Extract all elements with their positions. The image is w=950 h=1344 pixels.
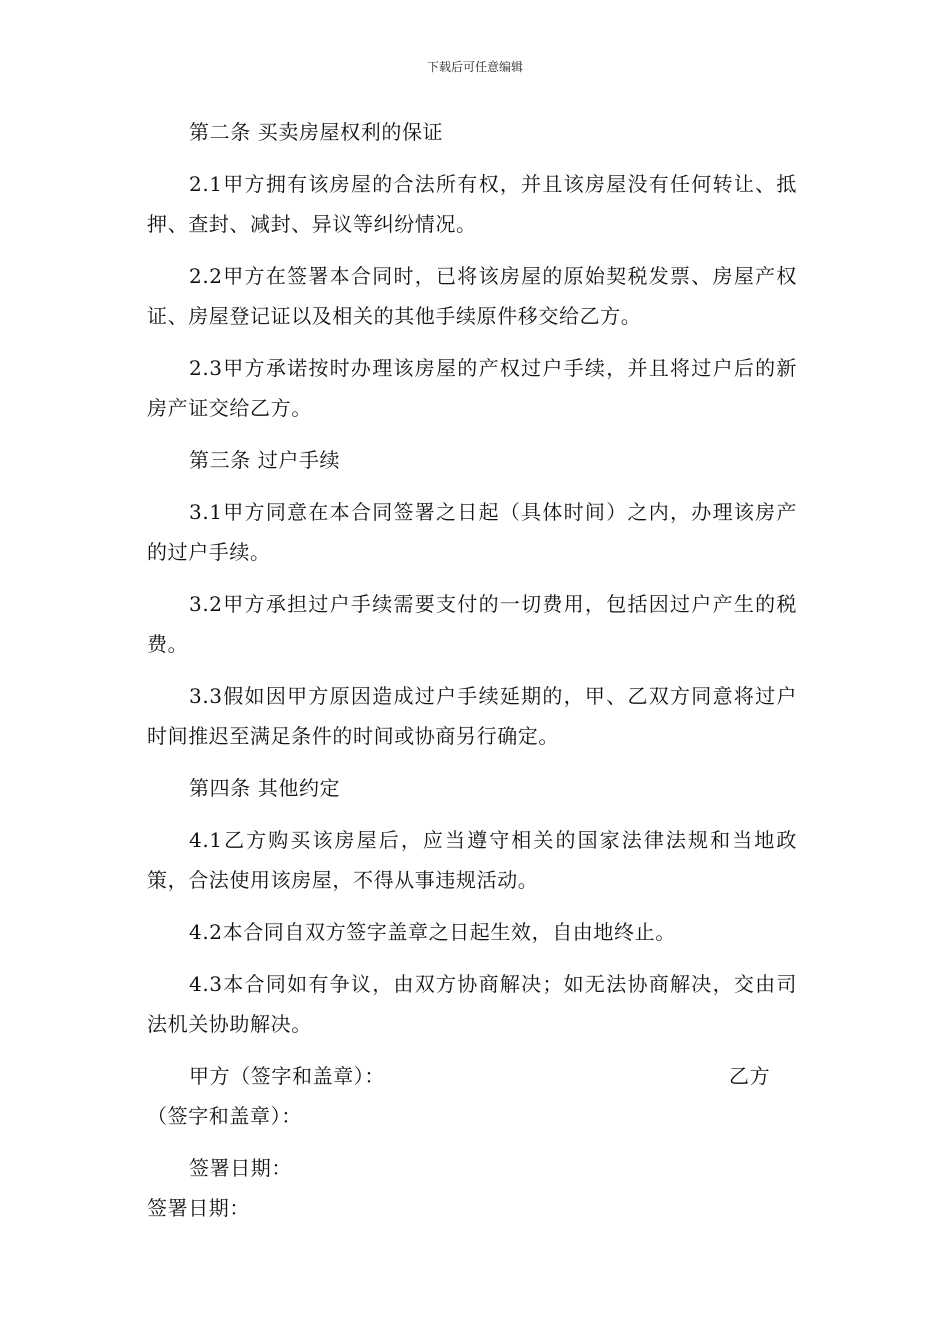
clause-4-3: 4.3本合同如有争议，由双方协商解决；如无法协商解决，交由司法机关协助解决。 xyxy=(147,972,797,1036)
party-b-signature-label: 乙方 xyxy=(729,1064,771,1088)
clause-2-2: 2.2甲方在签署本合同时，已将该房屋的原始契税发票、房屋产权证、房屋登记证以及相关的其他手续原件移交给乙方。 xyxy=(147,264,797,328)
document-body xyxy=(147,112,797,1228)
section-heading-2: 第二条 买卖房屋权利的保证 xyxy=(189,120,444,144)
clause-2-1: 2.1甲方拥有该房屋的合法所有权，并且该房屋没有任何转让、抵押、查封、减封、异议等纠纷情况。 xyxy=(147,172,797,236)
clause-4-2: 4.2本合同自双方签字盖章之日起生效，自由地终止。 xyxy=(189,920,676,944)
clause-3-3: 3.3假如因甲方原因造成过户手续延期的，甲、乙双方同意将过户时间推迟至满足条件的时间或协商另行确定。 xyxy=(147,684,797,748)
party-a-sign-date-label: 签署日期： xyxy=(189,1156,292,1180)
party-b-sign-date-label: 签署日期： xyxy=(147,1196,250,1220)
clause-3-1: 3.1甲方同意在本合同签署之日起（具体时间）之内，办理该房产的过户手续。 xyxy=(147,500,797,564)
party-b-signature-label-cont: （签字和盖章）： xyxy=(147,1104,302,1128)
signature-row xyxy=(147,1056,797,1096)
clause-3-2: 3.2甲方承担过户手续需要支付的一切费用，包括因过户产生的税费。 xyxy=(147,592,797,656)
page-header: 下载后可任意编辑 xyxy=(426,60,523,74)
clause-2-3: 2.3甲方承诺按时办理该房屋的产权过户手续，并且将过户后的新房产证交给乙方。 xyxy=(147,356,797,420)
party-a-signature-label: 甲方（签字和盖章）： xyxy=(189,1064,385,1088)
clause-4-1: 4.1乙方购买该房屋后，应当遵守相关的国家法律法规和当地政策，合法使用该房屋，不得从事违规活动。 xyxy=(147,828,797,892)
section-heading-3: 第三条 过户手续 xyxy=(189,448,341,472)
section-heading-4: 第四条 其他约定 xyxy=(189,776,341,800)
